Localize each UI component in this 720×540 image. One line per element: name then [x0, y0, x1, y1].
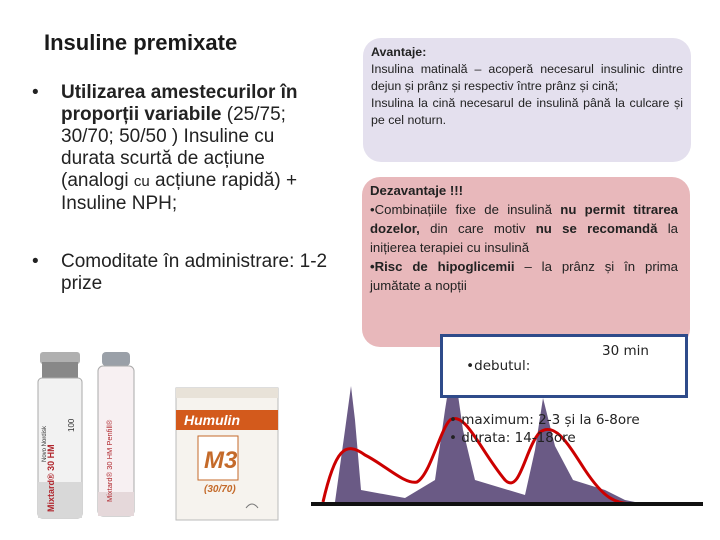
bullet-mixtures-text-b: acțiune rapidă) + Insuline NPH;	[61, 170, 298, 214]
onset-row	[449, 339, 679, 411]
mixtard-vial-large	[38, 352, 82, 518]
slide-title: Insuline premixate	[44, 30, 238, 55]
disadvantage-hypoglycemia	[370, 257, 678, 295]
box-model: M3	[204, 447, 238, 474]
disadvantage-titration	[370, 200, 678, 257]
bullet-mixtures-small: cu	[133, 173, 150, 190]
dis-p2-b: – la prânz și în prima jumătate a nopții	[370, 259, 678, 293]
vial1-maker: Novo Nordisk	[42, 425, 48, 462]
mixtard-penfill-cartridge	[98, 352, 134, 516]
maximum-row: • maximum: 2-3 și la 6-8ore	[449, 412, 640, 428]
box-ratio: (30/70)	[204, 484, 236, 495]
bullet-convenience-text: Comoditate în administrare: 1-2 prize	[61, 251, 328, 294]
disadvantages-box	[362, 177, 690, 347]
dis-p1-e: la inițierea terapiei cu insulină	[370, 221, 679, 255]
onset-value: 30 min	[602, 343, 649, 359]
duration-row: • durata: 14-18ore	[449, 430, 576, 446]
dis-p1-d: nu se recomandă	[535, 221, 658, 236]
vial2-label: Mixtard® 30 HM Penfill®	[105, 419, 114, 502]
dis-p1-b: nu permit titrarea dozelor,	[370, 202, 678, 236]
advantages-title: Avantaje:	[371, 45, 427, 59]
bullet-dot: •	[32, 82, 39, 103]
bullet-mixtures-bold: Utilizarea amestecurilor în proporții variabile	[61, 82, 298, 125]
humulin-box	[176, 388, 278, 520]
dis-p1-a: •Combinațiile fixe de insulină	[370, 202, 561, 217]
advantages-box	[363, 38, 691, 162]
insulin-products-image	[28, 352, 308, 522]
box-brand: Humulin	[184, 412, 240, 428]
onset-label: •debutul:	[466, 358, 531, 374]
bullet-mixtures	[30, 82, 330, 215]
advantages-text-2: Insulina la cină necesarul de insulină până la culcare și pe cel noturn.	[371, 96, 683, 127]
bullet-dot: •	[32, 251, 39, 272]
disadvantages-title: Dezavantaje !!!	[370, 183, 464, 198]
bullet-mixtures-text-a: (25/75; 30/70; 50/50 ) Insuline cu durata scurtă de acțiune (analogi	[61, 104, 286, 191]
vial1-size: 100	[67, 418, 76, 432]
vial1-label: Mixtard® 30 HM	[46, 444, 56, 512]
bullet-list	[30, 82, 330, 295]
advantages-text-1: Insulina matinală – acoperă necesarul insulinic dintre dejun și prânz și respectiv între prânz și cină;	[371, 62, 683, 93]
dis-p1-c: din care motiv	[419, 221, 536, 236]
dis-p2-a: •Risc de hipoglicemii	[370, 259, 515, 274]
profile-info-box	[440, 334, 688, 446]
bullet-convenience	[30, 251, 330, 295]
